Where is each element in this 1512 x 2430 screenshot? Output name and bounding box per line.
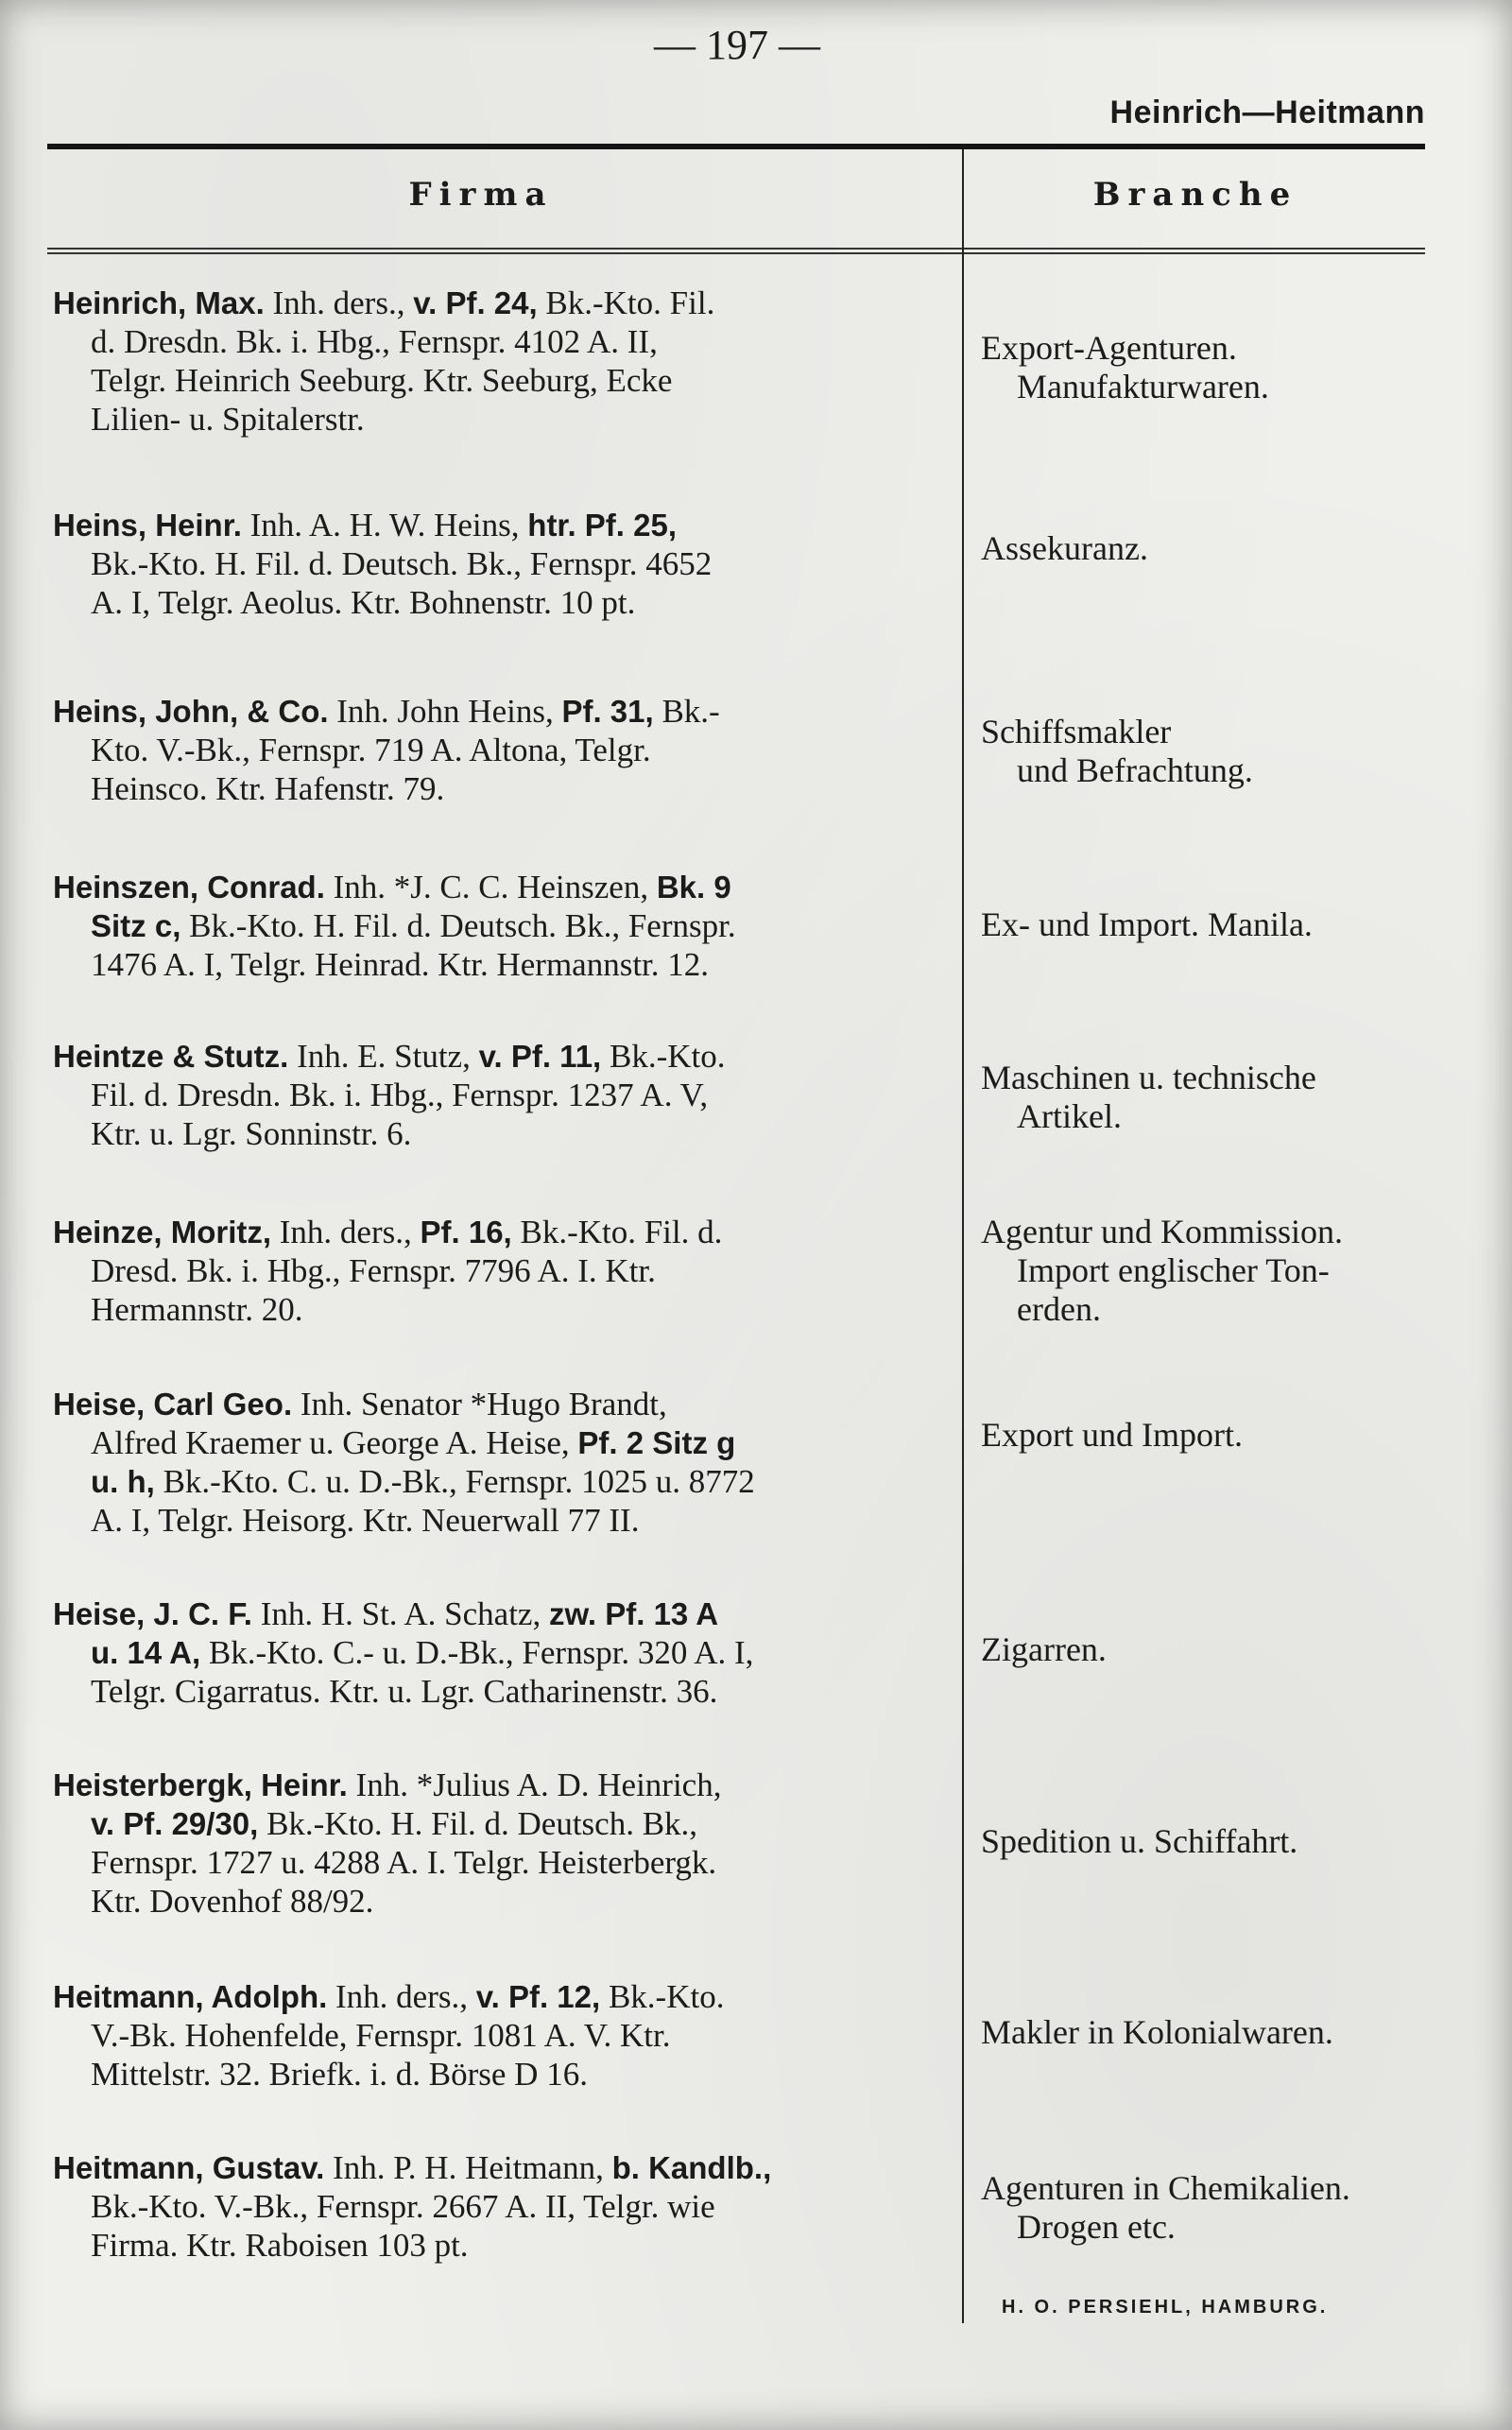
entry-text: A. I, Telgr. Aeolus. Ktr. Bohnenstr. 10 pt. [91, 584, 636, 621]
column-divider [962, 149, 964, 2323]
entry-text: Bk.-Kto. C. u. D.-Bk., Fernspr. 1025 u. 8772 [154, 1463, 755, 1500]
firm-name: Heitmann, Gustav. [53, 2150, 325, 2185]
entry-line [53, 583, 960, 622]
firm-name: Heintze & Stutz. [53, 1039, 289, 1074]
firma-entry [53, 506, 960, 622]
entry-text: Pf. 31, [561, 694, 654, 729]
firm-name: Heise, J. C. F. [53, 1596, 252, 1631]
entry-text: Dresd. Bk. i. Hbg., Fernspr. 7796 A. I. Ktr. [91, 1252, 656, 1289]
entry-line [53, 2187, 960, 2226]
entry-text: Lilien- u. Spitalerstr. [91, 401, 365, 438]
entry-text: Bk.-Kto. H. Fil. d. Deutsch. Bk., Fernspr. [180, 907, 736, 944]
firma-entry [53, 1213, 960, 1329]
entry-line [53, 1076, 960, 1114]
entry-text: Inh. P. H. Heitmann, [324, 2149, 612, 2186]
entry-text: Bk. 9 [656, 870, 731, 905]
branche-line: Agenturen in Chemikalien. [981, 2169, 1350, 2207]
branche-line: Spedition u. Schiffahrt. [981, 1822, 1298, 1860]
entry-text: Heinsco. Ktr. Hafenstr. 79. [91, 770, 445, 807]
entry-line [53, 868, 960, 906]
entry-text: Fernspr. 1727 u. 4288 A. I. Telgr. Heisterbergk. [91, 1844, 717, 1881]
entry-text: A. I, Telgr. Heisorg. Ktr. Neuerwall 77 II. [91, 1502, 640, 1539]
entry-line [53, 1290, 960, 1329]
branche-line: Maschinen u. technische [981, 1059, 1316, 1096]
entry-line [53, 544, 960, 583]
entry-text: Inh. *Julius A. D. Heinrich, [347, 1766, 722, 1803]
firma-entry [53, 1594, 960, 1711]
branche-line: Export-Agenturen. [981, 329, 1237, 367]
firma-entry [53, 868, 960, 984]
entry-text: Alfred Kraemer u. George A. Heise, [91, 1424, 578, 1461]
running-head: Heinrich—Heitmann [1109, 95, 1425, 130]
entry-line [53, 1977, 960, 2016]
branche-entry [981, 529, 1472, 568]
column-header-firma: Firma [408, 176, 554, 214]
entry-text: Kto. V.-Bk., Fernspr. 719 A. Altona, Telgr. [91, 732, 651, 768]
branche-line: Agentur und Kommission. [981, 1213, 1343, 1250]
entry-line [53, 1882, 960, 1921]
branche-line: Export und Import. [981, 1416, 1243, 1454]
entry-line [53, 1843, 960, 1882]
entry-line [53, 945, 960, 984]
entry-text: u. h, [91, 1464, 155, 1499]
entry-text: Ktr. Dovenhof 88/92. [91, 1883, 374, 1920]
entry-text: Inh. H. St. A. Schatz, [251, 1595, 549, 1632]
entry-text: v. Pf. 11, [478, 1039, 602, 1074]
entry-text: Telgr. Heinrich Seeburg. Ktr. Seeburg, Ecke [91, 362, 673, 399]
entry-text: V.-Bk. Hohenfelde, Fernspr. 1081 A. V. Ktr. [91, 2017, 671, 2054]
entry-text: Inh. Senator *Hugo Brandt, [292, 1386, 667, 1422]
firm-name: Heitmann, Adolph. [53, 1979, 328, 2014]
entry-text: Inh. ders., [264, 284, 414, 321]
branche-entry [981, 1822, 1472, 1861]
branche-entry [981, 905, 1472, 944]
entry-line [53, 1462, 960, 1501]
branche-line: Import englischer Ton- [1017, 1251, 1330, 1289]
branche-line: Assekuranz. [981, 529, 1148, 567]
firm-name: Heins, Heinr. [53, 508, 242, 543]
entry-line [53, 322, 960, 361]
entry-text: d. Dresdn. Bk. i. Hbg., Fernspr. 4102 A. II, [91, 323, 658, 360]
entry-text: Pf. 2 Sitz g [577, 1425, 736, 1460]
entry-line [53, 506, 960, 544]
header-rule [47, 144, 1425, 149]
entry-text: Bk.-Kto. Fil. d. [511, 1214, 723, 1250]
page-number: — 197 — [654, 22, 820, 68]
firm-name: Heisterbergk, Heinr. [53, 1767, 348, 1802]
entry-text: Bk.-Kto. [600, 1978, 725, 2015]
branche-entry [981, 1416, 1472, 1455]
branche-entry [981, 1213, 1472, 1329]
entry-text: Ktr. u. Lgr. Sonninstr. 6. [91, 1115, 412, 1152]
branche-entry [981, 2169, 1472, 2247]
entry-text: Bk.-Kto. Fil. [537, 284, 715, 321]
entry-text: htr. Pf. 25, [527, 508, 677, 543]
entry-text: Bk.-Kto. H. Fil. d. Deutsch. Bk., [258, 1805, 698, 1842]
firm-name: Heise, Carl Geo. [53, 1387, 293, 1422]
entry-line [53, 1114, 960, 1153]
entry-line [53, 692, 960, 731]
entry-text: Inh. ders., [271, 1214, 421, 1250]
branche-line: Makler in Kolonialwaren. [981, 2013, 1333, 2051]
entry-text: Inh. E. Stutz, [288, 1038, 479, 1075]
entry-text: Sitz c, [91, 908, 181, 943]
entry-line [53, 1251, 960, 1290]
entry-text: Pf. 16, [420, 1215, 512, 1249]
entry-text: Inh. John Heins, [328, 693, 562, 730]
entry-line [53, 284, 960, 322]
firma-entry [53, 1385, 960, 1540]
entry-line [53, 731, 960, 769]
entry-text: Inh. *J. C. C. Heinszen, [324, 869, 657, 905]
entry-line [53, 1213, 960, 1251]
firma-entry [53, 1977, 960, 2094]
entry-line [53, 1672, 960, 1711]
entry-line [53, 2016, 960, 2055]
entry-line [53, 2148, 960, 2187]
entry-line [53, 1385, 960, 1423]
branche-line: und Befrachtung. [1017, 751, 1253, 789]
branche-entry [981, 713, 1472, 790]
branche-line: Schiffsmakler [981, 713, 1172, 750]
entry-text: Firma. Ktr. Raboisen 103 pt. [91, 2227, 469, 2264]
entry-text: Telgr. Cigarratus. Ktr. u. Lgr. Catharinenstr. 36. [91, 1673, 718, 1710]
entry-text: v. Pf. 12, [475, 1979, 601, 2014]
entry-line [53, 1633, 960, 1672]
firma-entry [53, 284, 960, 439]
firma-entry [53, 1037, 960, 1153]
column-header-branche: Branche [1092, 176, 1298, 214]
entry-line [53, 361, 960, 400]
entry-text: v. Pf. 24, [413, 285, 538, 320]
branche-line: Manufakturwaren. [1017, 368, 1269, 405]
entry-line [53, 1037, 960, 1076]
entry-line [53, 400, 960, 439]
branche-line: Drogen etc. [1017, 2208, 1176, 2246]
entry-text: v. Pf. 29/30, [91, 1806, 259, 1841]
printer-imprint: H. O. PERSIEHL, HAMBURG. [1002, 2297, 1329, 2318]
entry-line [53, 1594, 960, 1633]
branche-entry [981, 329, 1472, 406]
entry-line [53, 906, 960, 945]
branche-line: erden. [1017, 1290, 1101, 1328]
branche-line: Zigarren. [981, 1630, 1107, 1668]
branche-entry [981, 1630, 1472, 1669]
entry-text: 1476 A. I, Telgr. Heinrad. Ktr. Hermannstr. 12. [91, 946, 710, 983]
entry-text: b. Kandlb., [611, 2150, 772, 2185]
entry-line [53, 1766, 960, 1804]
branche-line: Ex- und Import. Manila. [981, 905, 1313, 943]
entry-line [53, 1501, 960, 1540]
branche-entry [981, 1059, 1472, 1136]
entry-text: Hermannstr. 20. [91, 1291, 303, 1328]
entry-line [53, 769, 960, 808]
entry-text: Bk.- [653, 693, 720, 730]
firma-entry [53, 1766, 960, 1921]
entry-text: Bk.-Kto. H. Fil. d. Deutsch. Bk., Fernspr. 4652 [91, 545, 713, 582]
entry-text: Bk.-Kto. C.- u. D.-Bk., Fernspr. 320 A. I, [200, 1634, 754, 1671]
branche-line: Artikel. [1017, 1097, 1122, 1135]
entry-text: zw. Pf. 13 A [548, 1596, 719, 1631]
entry-text: u. 14 A, [91, 1635, 201, 1670]
firma-entry [53, 692, 960, 808]
entry-line [53, 1423, 960, 1462]
entry-text: Inh. A. H. W. Heins, [241, 507, 528, 543]
branche-entry [981, 2013, 1472, 2052]
firm-name: Heinze, Moritz, [53, 1215, 272, 1249]
firm-name: Heins, John, & Co. [53, 694, 329, 729]
entry-text: Inh. ders., [327, 1978, 476, 2015]
entry-line [53, 2226, 960, 2265]
column-header-double-rule [47, 248, 1425, 254]
entry-text: Fil. d. Dresdn. Bk. i. Hbg., Fernspr. 1237 A. V, [91, 1077, 709, 1113]
entry-text: Bk.-Kto. V.-Bk., Fernspr. 2667 A. II, Telgr. wie [91, 2188, 715, 2225]
entry-line [53, 2055, 960, 2094]
entry-text: Mittelstr. 32. Briefk. i. d. Börse D 16. [91, 2056, 588, 2093]
entry-line [53, 1804, 960, 1843]
firma-entry [53, 2148, 960, 2265]
firm-name: Heinrich, Max. [53, 285, 265, 320]
entry-text: Bk.-Kto. [601, 1038, 726, 1075]
firm-name: Heinszen, Conrad. [53, 870, 325, 905]
